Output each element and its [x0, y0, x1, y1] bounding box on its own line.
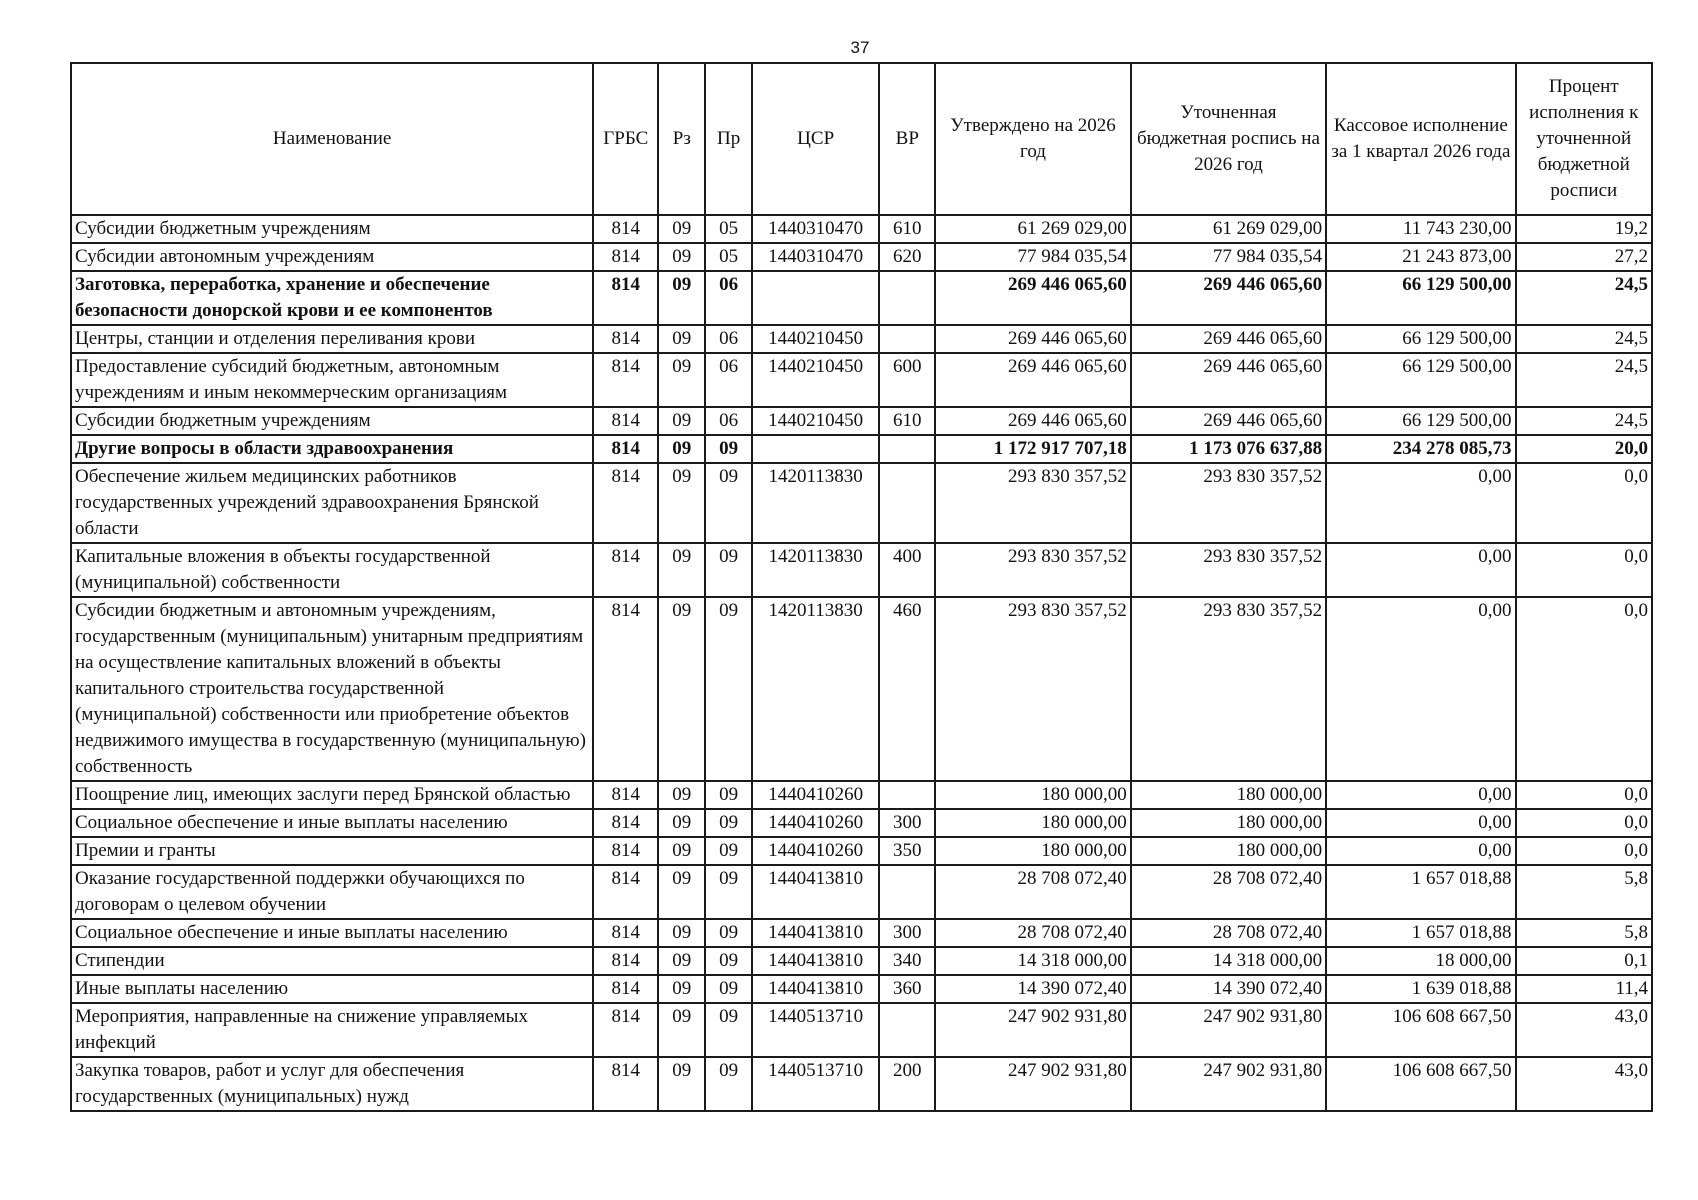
cell-executed: 0,00: [1326, 597, 1515, 781]
cell-refined: 293 830 357,52: [1131, 597, 1326, 781]
table-row: [71, 1057, 1652, 1111]
cell-name: Субсидии бюджетным учреждениям: [71, 407, 593, 435]
cell-executed: 11 743 230,00: [1326, 215, 1515, 243]
cell-csr: 1440513710: [752, 1057, 879, 1111]
cell-approved: 293 830 357,52: [935, 463, 1130, 543]
cell-pr: 09: [705, 865, 752, 919]
cell-percent: 24,5: [1516, 407, 1652, 435]
cell-refined: 180 000,00: [1131, 781, 1326, 809]
cell-pr: 09: [705, 543, 752, 597]
cell-grbs: 814: [593, 809, 658, 837]
cell-executed: 0,00: [1326, 781, 1515, 809]
cell-vr: 300: [879, 809, 935, 837]
cell-rz: 09: [658, 435, 705, 463]
cell-rz: 09: [658, 543, 705, 597]
cell-percent: 0,0: [1516, 837, 1652, 865]
cell-name: Предоставление субсидий бюджетным, автономным учреждениям и иным некоммерческим организациям: [71, 353, 593, 407]
cell-percent: 0,0: [1516, 543, 1652, 597]
cell-rz: 09: [658, 919, 705, 947]
table-row: [71, 353, 1652, 407]
cell-executed: 0,00: [1326, 837, 1515, 865]
table-row: [71, 463, 1652, 543]
cell-pr: 06: [705, 407, 752, 435]
table-row: [71, 243, 1652, 271]
cell-name: Поощрение лиц, имеющих заслуги перед Брянской областью: [71, 781, 593, 809]
cell-grbs: 814: [593, 975, 658, 1003]
cell-percent: 0,0: [1516, 781, 1652, 809]
cell-name: Субсидии бюджетным и автономным учреждениям, государственным (муниципальным) унитарным предприятиям на осуществление капитальных вложений в объекты капитального строительства государственной (муниципальной) собственности или приобретение объектов недвижимого имущества в государственную (муниципальную) собственность: [71, 597, 593, 781]
cell-csr: 1420113830: [752, 543, 879, 597]
cell-vr: 400: [879, 543, 935, 597]
table-row: [71, 215, 1652, 243]
cell-approved: 180 000,00: [935, 837, 1130, 865]
cell-executed: 234 278 085,73: [1326, 435, 1515, 463]
cell-grbs: 814: [593, 597, 658, 781]
cell-percent: 24,5: [1516, 271, 1652, 325]
cell-refined: 28 708 072,40: [1131, 919, 1326, 947]
cell-pr: 06: [705, 325, 752, 353]
cell-vr: 610: [879, 407, 935, 435]
cell-csr: 1420113830: [752, 597, 879, 781]
table-row: [71, 809, 1652, 837]
cell-percent: 5,8: [1516, 919, 1652, 947]
cell-approved: 77 984 035,54: [935, 243, 1130, 271]
header-percent: Процент исполнения к уточненной бюджетной росписи: [1516, 63, 1652, 215]
cell-pr: 09: [705, 837, 752, 865]
cell-csr: 1440413810: [752, 975, 879, 1003]
cell-percent: 27,2: [1516, 243, 1652, 271]
cell-csr: 1440513710: [752, 1003, 879, 1057]
cell-vr: 600: [879, 353, 935, 407]
cell-rz: 09: [658, 325, 705, 353]
header-vr: ВР: [879, 63, 935, 215]
cell-refined: 247 902 931,80: [1131, 1003, 1326, 1057]
cell-rz: 09: [658, 353, 705, 407]
cell-refined: 180 000,00: [1131, 809, 1326, 837]
cell-vr: [879, 865, 935, 919]
table-row: [71, 975, 1652, 1003]
cell-approved: 269 446 065,60: [935, 407, 1130, 435]
cell-vr: 350: [879, 837, 935, 865]
cell-approved: 180 000,00: [935, 781, 1130, 809]
cell-name: Иные выплаты населению: [71, 975, 593, 1003]
cell-executed: 18 000,00: [1326, 947, 1515, 975]
header-csr: ЦСР: [752, 63, 879, 215]
cell-executed: 0,00: [1326, 543, 1515, 597]
table-row: [71, 435, 1652, 463]
cell-rz: 09: [658, 407, 705, 435]
cell-approved: 293 830 357,52: [935, 597, 1130, 781]
cell-rz: 09: [658, 463, 705, 543]
cell-csr: 1440413810: [752, 865, 879, 919]
cell-pr: 05: [705, 243, 752, 271]
cell-percent: 24,5: [1516, 325, 1652, 353]
cell-refined: 269 446 065,60: [1131, 407, 1326, 435]
cell-percent: 43,0: [1516, 1057, 1652, 1111]
cell-pr: 09: [705, 597, 752, 781]
page-number: 37: [850, 38, 870, 57]
cell-name: Обеспечение жильем медицинских работников государственных учреждений здравоохранения Брянской области: [71, 463, 593, 543]
cell-name: Социальное обеспечение и иные выплаты населению: [71, 919, 593, 947]
cell-grbs: 814: [593, 271, 658, 325]
cell-rz: 09: [658, 975, 705, 1003]
cell-approved: 293 830 357,52: [935, 543, 1130, 597]
table-row: [71, 407, 1652, 435]
cell-refined: 1 173 076 637,88: [1131, 435, 1326, 463]
cell-executed: 66 129 500,00: [1326, 271, 1515, 325]
cell-percent: 5,8: [1516, 865, 1652, 919]
cell-pr: 06: [705, 353, 752, 407]
table-row: [71, 919, 1652, 947]
cell-refined: 28 708 072,40: [1131, 865, 1326, 919]
cell-pr: 05: [705, 215, 752, 243]
cell-csr: [752, 271, 879, 325]
cell-executed: 1 657 018,88: [1326, 919, 1515, 947]
cell-approved: 28 708 072,40: [935, 865, 1130, 919]
cell-grbs: 814: [593, 407, 658, 435]
cell-executed: 21 243 873,00: [1326, 243, 1515, 271]
budget-execution-table: [70, 62, 1653, 1112]
table-row: [71, 781, 1652, 809]
cell-vr: 200: [879, 1057, 935, 1111]
cell-rz: 09: [658, 271, 705, 325]
cell-csr: 1440413810: [752, 947, 879, 975]
cell-approved: 180 000,00: [935, 809, 1130, 837]
cell-rz: 09: [658, 809, 705, 837]
cell-vr: [879, 435, 935, 463]
header-name: Наименование: [71, 63, 593, 215]
cell-vr: 360: [879, 975, 935, 1003]
cell-approved: 269 446 065,60: [935, 271, 1130, 325]
header-row: [71, 63, 1652, 215]
cell-executed: 66 129 500,00: [1326, 407, 1515, 435]
cell-executed: 0,00: [1326, 809, 1515, 837]
header-pr: Пр: [705, 63, 752, 215]
table-row: [71, 1003, 1652, 1057]
table-row: [71, 597, 1652, 781]
cell-name: Субсидии бюджетным учреждениям: [71, 215, 593, 243]
cell-executed: 66 129 500,00: [1326, 353, 1515, 407]
cell-executed: 106 608 667,50: [1326, 1057, 1515, 1111]
cell-grbs: 814: [593, 865, 658, 919]
cell-refined: 14 318 000,00: [1131, 947, 1326, 975]
header-refined: Уточненная бюджетная роспись на 2026 год: [1131, 63, 1326, 215]
table-row: [71, 837, 1652, 865]
cell-pr: 09: [705, 919, 752, 947]
cell-csr: 1440210450: [752, 407, 879, 435]
cell-pr: 09: [705, 1057, 752, 1111]
cell-vr: 610: [879, 215, 935, 243]
table-row: [71, 543, 1652, 597]
cell-name: Закупка товаров, работ и услуг для обеспечения государственных (муниципальных) нужд: [71, 1057, 593, 1111]
cell-rz: 09: [658, 837, 705, 865]
cell-rz: 09: [658, 243, 705, 271]
cell-name: Стипендии: [71, 947, 593, 975]
cell-csr: 1440210450: [752, 353, 879, 407]
cell-approved: 269 446 065,60: [935, 325, 1130, 353]
cell-grbs: 814: [593, 947, 658, 975]
cell-refined: 293 830 357,52: [1131, 543, 1326, 597]
cell-percent: 24,5: [1516, 353, 1652, 407]
cell-refined: 269 446 065,60: [1131, 325, 1326, 353]
cell-executed: 106 608 667,50: [1326, 1003, 1515, 1057]
cell-rz: 09: [658, 781, 705, 809]
header-grbs: ГРБС: [593, 63, 658, 215]
cell-csr: 1440410260: [752, 837, 879, 865]
cell-vr: 340: [879, 947, 935, 975]
cell-name: Заготовка, переработка, хранение и обеспечение безопасности донорской крови и ее компонентов: [71, 271, 593, 325]
cell-name: Центры, станции и отделения переливания крови: [71, 325, 593, 353]
cell-grbs: 814: [593, 463, 658, 543]
cell-percent: 11,4: [1516, 975, 1652, 1003]
cell-vr: [879, 781, 935, 809]
cell-pr: 09: [705, 809, 752, 837]
cell-csr: 1440310470: [752, 215, 879, 243]
cell-approved: 61 269 029,00: [935, 215, 1130, 243]
cell-vr: [879, 325, 935, 353]
cell-vr: [879, 1003, 935, 1057]
cell-name: Оказание государственной поддержки обучающихся по договорам о целевом обучении: [71, 865, 593, 919]
cell-csr: 1440210450: [752, 325, 879, 353]
cell-csr: 1440410260: [752, 781, 879, 809]
cell-refined: 269 446 065,60: [1131, 271, 1326, 325]
cell-approved: 269 446 065,60: [935, 353, 1130, 407]
cell-rz: 09: [658, 1057, 705, 1111]
cell-refined: 14 390 072,40: [1131, 975, 1326, 1003]
cell-executed: 0,00: [1326, 463, 1515, 543]
table-body: [71, 215, 1652, 1111]
cell-executed: 1 657 018,88: [1326, 865, 1515, 919]
cell-grbs: 814: [593, 837, 658, 865]
cell-pr: 09: [705, 463, 752, 543]
cell-pr: 09: [705, 781, 752, 809]
cell-csr: [752, 435, 879, 463]
cell-grbs: 814: [593, 919, 658, 947]
cell-grbs: 814: [593, 781, 658, 809]
cell-rz: 09: [658, 215, 705, 243]
cell-csr: 1440413810: [752, 919, 879, 947]
cell-vr: [879, 271, 935, 325]
cell-csr: 1420113830: [752, 463, 879, 543]
cell-approved: 1 172 917 707,18: [935, 435, 1130, 463]
cell-csr: 1440310470: [752, 243, 879, 271]
cell-grbs: 814: [593, 215, 658, 243]
cell-grbs: 814: [593, 1003, 658, 1057]
cell-percent: 43,0: [1516, 1003, 1652, 1057]
header-rz: Рз: [658, 63, 705, 215]
cell-name: Социальное обеспечение и иные выплаты населению: [71, 809, 593, 837]
cell-grbs: 814: [593, 435, 658, 463]
cell-pr: 06: [705, 271, 752, 325]
cell-executed: 66 129 500,00: [1326, 325, 1515, 353]
cell-executed: 1 639 018,88: [1326, 975, 1515, 1003]
cell-pr: 09: [705, 975, 752, 1003]
cell-refined: 180 000,00: [1131, 837, 1326, 865]
cell-percent: 0,0: [1516, 597, 1652, 781]
cell-approved: 14 318 000,00: [935, 947, 1130, 975]
cell-refined: 247 902 931,80: [1131, 1057, 1326, 1111]
cell-pr: 09: [705, 947, 752, 975]
cell-vr: 460: [879, 597, 935, 781]
cell-name: Субсидии автономным учреждениям: [71, 243, 593, 271]
cell-grbs: 814: [593, 353, 658, 407]
cell-percent: 0,0: [1516, 463, 1652, 543]
cell-percent: 19,2: [1516, 215, 1652, 243]
cell-name: Премии и гранты: [71, 837, 593, 865]
cell-rz: 09: [658, 1003, 705, 1057]
cell-pr: 09: [705, 435, 752, 463]
cell-rz: 09: [658, 865, 705, 919]
cell-refined: 269 446 065,60: [1131, 353, 1326, 407]
table-row: [71, 325, 1652, 353]
cell-grbs: 814: [593, 243, 658, 271]
cell-refined: 61 269 029,00: [1131, 215, 1326, 243]
table-row: [71, 271, 1652, 325]
cell-grbs: 814: [593, 1057, 658, 1111]
cell-percent: 0,0: [1516, 809, 1652, 837]
cell-approved: 247 902 931,80: [935, 1003, 1130, 1057]
cell-grbs: 814: [593, 543, 658, 597]
cell-vr: 620: [879, 243, 935, 271]
cell-refined: 77 984 035,54: [1131, 243, 1326, 271]
cell-approved: 14 390 072,40: [935, 975, 1130, 1003]
table-row: [71, 865, 1652, 919]
cell-name: Другие вопросы в области здравоохранения: [71, 435, 593, 463]
table-row: [71, 947, 1652, 975]
cell-name: Капитальные вложения в объекты государственной (муниципальной) собственности: [71, 543, 593, 597]
cell-grbs: 814: [593, 325, 658, 353]
cell-percent: 20,0: [1516, 435, 1652, 463]
cell-vr: 300: [879, 919, 935, 947]
cell-rz: 09: [658, 947, 705, 975]
cell-rz: 09: [658, 597, 705, 781]
cell-percent: 0,1: [1516, 947, 1652, 975]
header-approved: Утверждено на 2026 год: [935, 63, 1130, 215]
cell-approved: 28 708 072,40: [935, 919, 1130, 947]
cell-refined: 293 830 357,52: [1131, 463, 1326, 543]
header-executed: Кассовое исполнение за 1 квартал 2026 года: [1326, 63, 1515, 215]
cell-csr: 1440410260: [752, 809, 879, 837]
cell-name: Мероприятия, направленные на снижение управляемых инфекций: [71, 1003, 593, 1057]
cell-approved: 247 902 931,80: [935, 1057, 1130, 1111]
cell-vr: [879, 463, 935, 543]
cell-pr: 09: [705, 1003, 752, 1057]
